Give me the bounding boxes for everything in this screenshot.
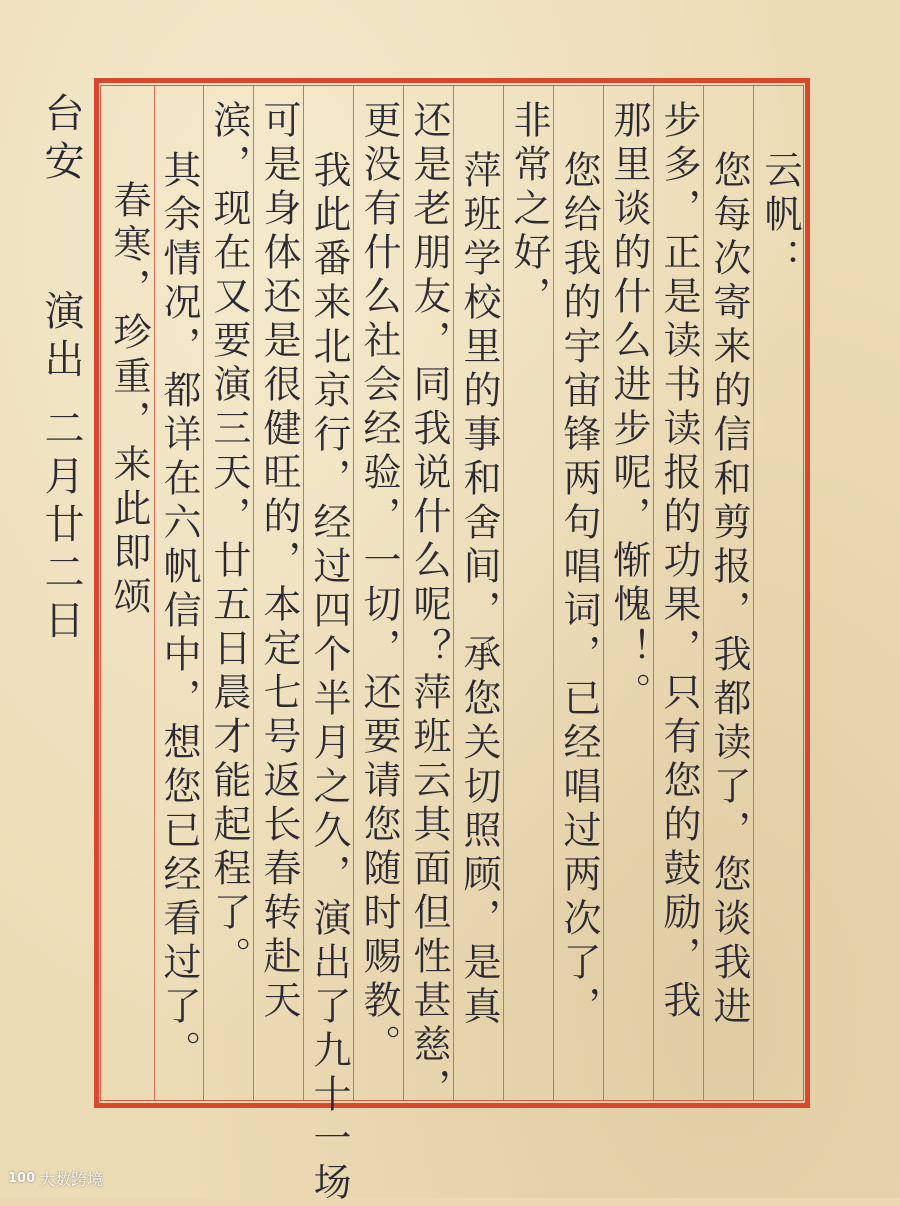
column-rule xyxy=(403,86,404,1100)
column-rule xyxy=(603,86,604,1100)
letter-column-10: 可是身体还是很健旺的，本定七号返长春转赴天 xyxy=(257,100,301,1024)
watermark xyxy=(8,1167,103,1190)
column-rule xyxy=(453,86,454,1100)
letter-column-6: 萍班学校里的事和舍间，承您关切照顾，是真 xyxy=(457,150,501,1030)
column-rule xyxy=(154,86,155,1100)
column-rule xyxy=(353,86,354,1100)
letter-column-1: 您每次寄来的信和剪报，我都读了，您谈我进 xyxy=(707,150,751,1030)
letter-column-7: 还是老朋友，同我说什么呢？萍班云其面但性甚慈， xyxy=(407,100,451,1112)
letter-column-8: 更没有什么社会经验，一切，还要请您随时赐教。 xyxy=(357,100,401,1068)
watermark-logo: 100 xyxy=(8,1171,36,1186)
watermark-text: 大数跨境 xyxy=(39,1170,104,1189)
closing-greeting: 台安 xyxy=(38,92,84,188)
column-rule xyxy=(553,86,554,1100)
letter-column-4: 您给我的宇宙锋两句唱词，已经唱过两次了， xyxy=(557,150,601,1030)
column-rule xyxy=(703,86,704,1100)
column-rule xyxy=(253,86,254,1100)
column-rule xyxy=(753,86,754,1100)
letter-column-11: 滨，现在又要演三天，廿五日晨才能起程了。 xyxy=(207,100,251,980)
column-rule xyxy=(653,86,654,1100)
letter-column-13: 春寒，珍重，来此即颂 xyxy=(107,180,151,620)
column-rule xyxy=(303,86,304,1100)
column-rule xyxy=(203,86,204,1100)
letter-column-5: 非常之好， xyxy=(507,100,551,320)
salutation: 云帆： xyxy=(758,150,802,282)
letter-column-9: 我此番来北京行，经过四个半月之久，演出了九十一场 xyxy=(307,150,351,1206)
letter-column-12: 其余情况，都详在六帆信中，想您已经看过了。 xyxy=(157,150,201,1074)
column-rule xyxy=(503,86,504,1100)
letter-column-3: 那里谈的什么进步呢，惭愧！。 xyxy=(607,100,651,716)
signature-date: 演出 二月廿二日 xyxy=(38,290,84,647)
letter-column-2: 步多，正是读书读报的功果，只有您的鼓励，我 xyxy=(657,100,701,1024)
